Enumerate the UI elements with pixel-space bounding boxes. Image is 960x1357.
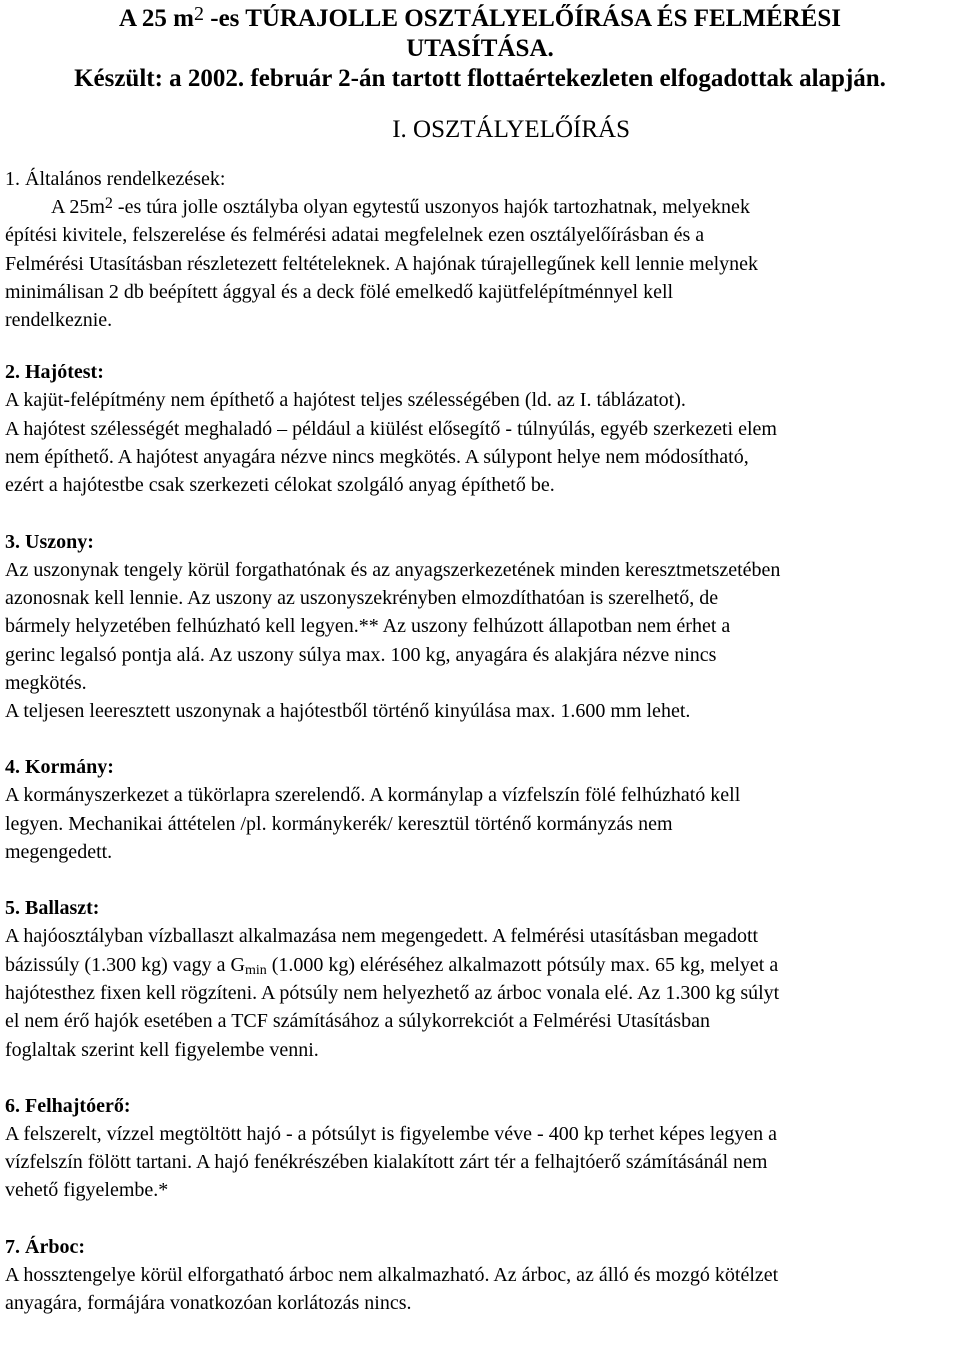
body-line: vehető figyelembe.* [5, 1179, 169, 1202]
section-number: 4. [5, 756, 20, 779]
section-number: 2. [5, 361, 20, 384]
line-text: (1.000 kg) eléréséhez alkalmazott pótsúly max. 65 kg, melyet a [266, 953, 779, 976]
section-heading [0, 528, 960, 556]
body-line: Az uszonynak tengely körül forgathatónak és az anyagszerkezetének minden keresztmetszetében [5, 558, 781, 581]
body-line: gerinc legalsó pontja alá. Az uszony súlya max. 100 kg, anyagára és alakjára nézve nincs [5, 643, 717, 666]
section-heading [0, 1092, 960, 1120]
section-title: I. OSZTÁLYELŐÍRÁS [392, 116, 630, 143]
title-superscript: 2 [194, 3, 204, 25]
document-title [0, 0, 960, 64]
body-line: nem építhető. A hajótest anyagára nézve nincs megkötés. A súlypont helye nem módosítható, [5, 446, 749, 469]
section-heading-label: Ballaszt: [25, 897, 100, 920]
subscript: min [244, 962, 267, 978]
section-heading [0, 165, 960, 193]
body-line: el nem érő hajók esetében a TCF számításához a súlykorrekciót a Felmérési Utasításban [5, 1010, 710, 1033]
section-body [0, 386, 960, 499]
section-heading-label: Hajótest: [25, 361, 104, 384]
section-heading-label: Kormány: [25, 756, 114, 779]
body-line: bármely helyzetében felhúzható kell legyen.** Az uszony felhúzott állapotban nem érhet a [5, 615, 731, 638]
section-body [0, 1261, 960, 1318]
section-centreboard [0, 528, 960, 726]
body-line: hajótesthez fixen kell rögzíteni. A pótsúly nem helyezhető az árboc vonala elé. Az 1.300 kg súlyt [5, 981, 780, 1004]
title-prefix: A 25 m [119, 5, 194, 32]
section-number: 3. [5, 530, 20, 553]
section-heading-label: Árboc: [25, 1235, 85, 1258]
section-heading [0, 753, 960, 781]
section-heading [0, 358, 960, 386]
title-line-2: UTASÍTÁSA. [406, 35, 554, 62]
section-rudder [0, 753, 960, 866]
section-heading-label: Általános rendelkezések: [25, 168, 226, 190]
body-line: vízfelszín fölött tartani. A hajó fenékrészében kialakított zárt tér a felhajtóerő számításánál nem [5, 1151, 768, 1174]
body-line [5, 193, 958, 221]
section-body [0, 781, 960, 866]
section-number: 1. [5, 168, 20, 190]
section-buoyancy [0, 1092, 960, 1205]
line-text: -es túra jolle osztályba olyan egytestű uszonyos hajók tartozhatnak, melyeknek [112, 196, 750, 218]
body-line: megengedett. [5, 841, 113, 864]
section-hull [0, 358, 960, 499]
body-line: A kajüt-felépítmény nem építhető a hajótest teljes szélességében (ld. az I. táblázatot). [5, 389, 686, 412]
body-line: A hajóosztályban vízballaszt alkalmazása nem megengedett. A felmérési utasításban megadott [5, 925, 759, 948]
document-subtitle: Készült: a 2002. február 2-án tartott flottaértekezleten elfogadottak alapján. [74, 65, 886, 92]
section-body [0, 193, 960, 334]
body-line: ezért a hajótestbe csak szerkezeti célokat szolgáló anyag építhető be. [5, 474, 555, 497]
section-mast [0, 1233, 960, 1318]
section-number: 5. [5, 897, 20, 920]
title-suffix: -es TÚRAJOLLE OSZTÁLYELŐÍRÁSA ÉS FELMÉRÉSI [204, 5, 841, 32]
body-line [5, 951, 958, 979]
body-line: anyagára, formájára vonatkozóan korlátozás nincs. [5, 1292, 412, 1315]
body-line: A hossztengelye körül elforgatható árboc nem alkalmazható. Az árboc, az álló és mozgó kötélzet [5, 1263, 779, 1286]
section-heading-label: Felhajtóerő: [25, 1094, 131, 1117]
body-line: legyen. Mechanikai áttételen /pl. kormánykerék/ keresztül történő kormányzás nem [5, 812, 673, 835]
body-line: Felmérési Utasításban részletezett feltételeknek. A hajónak túrajellegűnek kell lennie melynek [5, 252, 759, 275]
body-line: építési kivitele, felszerelése és felmérési adatai megfelelnek ezen osztályelőírásban és a [5, 224, 705, 247]
line-text: bázissúly (1.300 kg) vagy a G [5, 953, 245, 976]
section-number: 7. [5, 1235, 20, 1258]
superscript: 2 [104, 195, 113, 212]
body-line: azonosnak kell lennie. Az uszony az uszonyszekrényben elmozdíthatóan is szerelhető, de [5, 586, 719, 609]
body-line: foglaltak szerint kell figyelembe venni. [5, 1038, 319, 1061]
section-heading [0, 1233, 960, 1261]
body-line: megkötés. [5, 671, 87, 694]
section-heading [0, 894, 960, 922]
section-heading-label: Uszony: [25, 530, 94, 553]
line-text: A 25m [51, 196, 105, 218]
body-line: A teljesen leeresztett uszonynak a hajótestből történő kinyúlása max. 1.600 mm lehet. [5, 700, 691, 723]
section-body [0, 922, 960, 1063]
section-body [0, 556, 960, 726]
body-line: A kormányszerkezet a tükörlapra szerelendő. A kormánylap a vízfelszín fölé felhúzható kell [5, 784, 741, 807]
section-number: 6. [5, 1094, 20, 1117]
body-line: rendelkeznie. [5, 309, 113, 332]
body-line: A felszerelt, vízzel megtöltött hajó - a pótsúlyt is figyelembe véve - 400 kp terhet képes legyen a [5, 1122, 777, 1145]
section-general [0, 165, 960, 334]
section-body [0, 1120, 960, 1205]
body-line: A hajótest szélességét meghaladó – például a kiülést elősegítő - túlnyúlás, egyéb szerkezeti elem [5, 417, 777, 440]
section-ballast [0, 894, 960, 1063]
body-line: minimálisan 2 db beépített ággyal és a deck fölé emelkedő kajütfelépítménnyel kell [5, 280, 674, 303]
